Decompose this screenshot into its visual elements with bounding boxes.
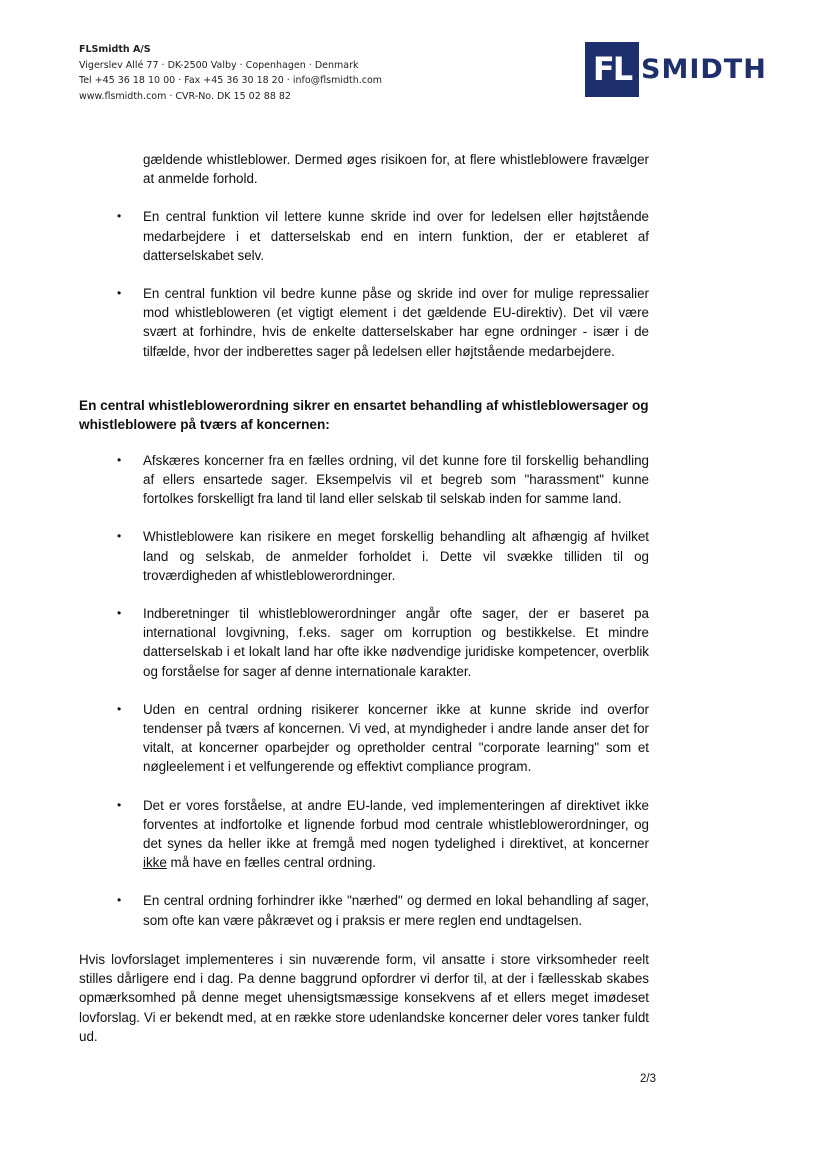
list-item: • Indberetninger til whistleblowerordninger angår ofte sager, der er baseret pa international lovgivning, f.eks. sager om korruption og bestikkelse. Et mindre datterselskab i et lokalt land har ofte ikke nødvendige juridiske kompetencer, overblik og forståelse for sager af denne internationale karakter. <box>79 604 649 681</box>
closing-paragraph: Hvis lovforslaget implementeres i sin nuværende form, vil ansatte i store virksomheder reelt stilles dårligere end i dag. Pa denne baggrund opfordrer vi derfor til, at der i fællesskab skabes opmærksomhed på denne meget uhensigtsmæssige konsekvens af et ellers meget imødeset lovforslag. Vi er bekendt med, at en række store udenlandske koncerner deler vores tanker fuldt ud. <box>79 951 649 1044</box>
list-item: • En central funktion vil lettere kunne skride ind over for ledelsen eller højtstående medarbejdere i et datterselskab end en intern funktion, der er etableret af datterselskabet selv. <box>79 207 649 265</box>
bullet-list-2 <box>79 451 649 930</box>
logo-box: FL <box>585 42 639 97</box>
page-number: 2/3 <box>640 1073 656 1085</box>
company-address: Vigerslev Allé 77 · DK-2500 Valby · Copenhagen · Denmark <box>79 59 359 71</box>
logo-wordmark: SMIDTH <box>641 54 767 85</box>
list-item: • Whistleblowere kan risikere en meget forskellig behandling alt afhængig af hvilket land og selskab, de anmelder forholdet i. Dette vil svække tilliden til og troværdigheden af whistleblowerordninger. <box>79 527 649 585</box>
flsmidth-logo <box>585 42 780 97</box>
continued-paragraph: gældende whistleblower. Dermed øges risikoen for, at flere whistleblowere fravælger at anmelde forhold. <box>143 152 649 187</box>
letterhead <box>79 42 382 104</box>
letter-body <box>79 150 649 1046</box>
company-web: www.flsmidth.com · CVR-No. DK 15 02 88 82 <box>79 90 291 102</box>
list-item: • Uden en central ordning risikerer koncerner ikke at kunne skride ind overfor tendenser på tværs af koncernen. Vi ved, at myndigheder i andre lande anser det for vitalt, at koncerner oparbejder og opretholder central "corporate learning" som et nøgleelement i et velfungerende og effektivt compliance program. <box>79 700 649 777</box>
company-name: FLSmidth A/S <box>79 44 151 55</box>
company-contact: Tel +45 36 18 10 00 · Fax +45 36 30 18 20 · info@flsmidth.com <box>79 75 383 86</box>
bullet-list-1 <box>79 207 649 360</box>
list-item-text-after: må have en fælles central ordning. <box>166 855 376 871</box>
list-item: • En central ordning forhindrer ikke "nærhed" og dermed en lokal behandling af sager, som ofte kan være påkrævet og i praksis er mere reglen end undtagelsen. <box>79 891 649 929</box>
list-item <box>79 796 649 873</box>
list-item: • En central funktion vil bedre kunne påse og skride ind over for mulige repressalier mod whistlebloweren (et vigtigt element i det gældende EU-direktiv). Det vil være svært at forhindre, hvis de enkelte datterselskaber har egne ordninger - især i de tilfælde, hvor der indberettes sager på ledelsen eller højtstående medarbejdere. <box>79 284 649 361</box>
underlined-word: ikke <box>143 855 167 871</box>
list-item: • Afskæres koncerner fra en fælles ordning, vil det kunne fore til forskellig behandling af ellers ensartede sager. Eksempelvis vil et begreb som "harassment" kunne fortolkes forskelligt fra land til land eller selskab til selskab inden for samme land. <box>79 451 649 509</box>
list-item-text-before: Det er vores forståelse, at andre EU-lande, ved implementeringen af direktivet ikke forventes at indfortolke et lignende forbud mod centrale whistleblowerordninger, og det synes da heller ikke at fremgå med nogen tydelighed i direktivet, at koncerner <box>143 797 649 852</box>
section-heading: En central whistleblowerordning sikrer en ensartet behandling af whistleblowersager og whistleblowere på tværs af koncernen: <box>79 397 649 433</box>
